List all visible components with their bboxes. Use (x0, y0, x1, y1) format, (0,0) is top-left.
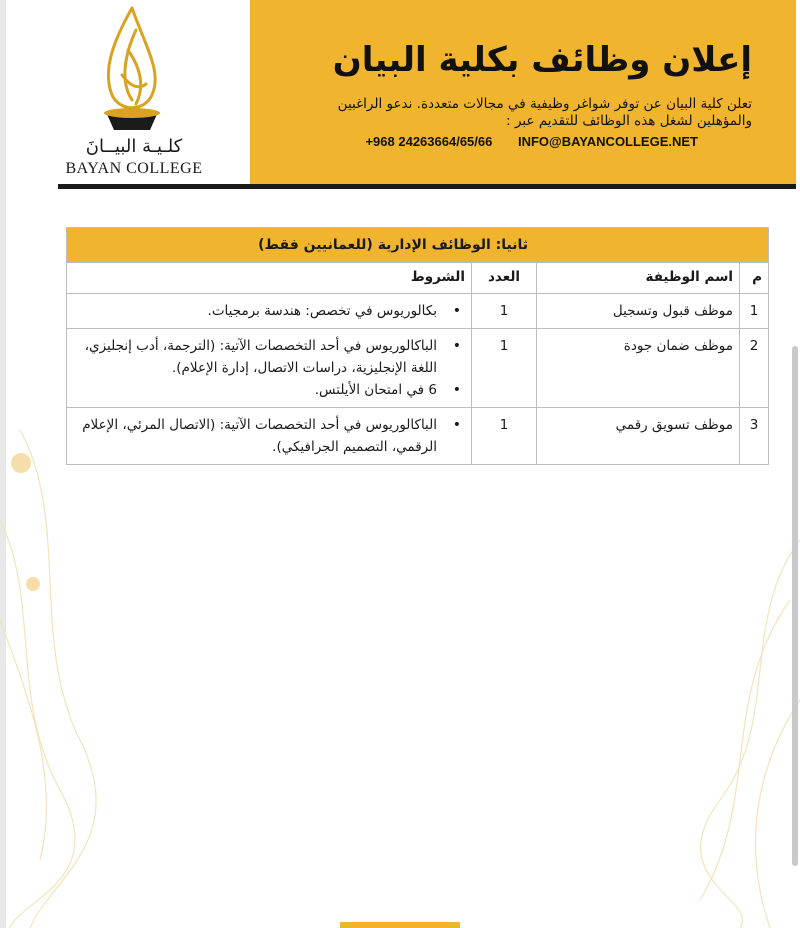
intro-text (292, 96, 752, 130)
section-title: ثانيا: الوظائف الإدارية (للعمانيين فقط) (67, 228, 769, 263)
condition-item: • بكالوريوس في تخصص: هندسة برمجيات. (73, 300, 447, 322)
row-job-title: موظف قبول وتسجيل (537, 294, 740, 329)
condition-item: • الباكالوريوس في أحد التخصصات الآتية: (الترجمة، أدب إنجليزي، اللغة الإنجليزية، دراسات الاتصال، إدارة الإعلام). (73, 335, 447, 379)
flame-logo-icon (92, 0, 172, 140)
condition-item: • الباكالوريوس في أحد التخصصات الآتية: (الاتصال المرئي، الإعلام الرقمي، التصميم الجرافيكي). (73, 414, 447, 458)
row-conditions (67, 294, 472, 329)
table-header-row (67, 263, 769, 294)
row-job-title: موظف ضمان جودة (537, 329, 740, 408)
row-num: 3 (740, 408, 769, 465)
conditions-list (73, 300, 465, 322)
intro-line: والمؤهلين لشغل هذه الوظائف للتقديم عبر : (506, 113, 752, 129)
decor-dot (11, 453, 31, 473)
page-title: إعلان وظائف بكلية البيان (332, 40, 752, 80)
table-row (67, 294, 769, 329)
header-count: العدد (472, 263, 537, 294)
row-num: 1 (740, 294, 769, 329)
section-title-row (67, 228, 769, 263)
phone-number: +968 24263664/65/66 (365, 134, 493, 149)
intro-line: تعلن كلية البيان عن توفر شواغر وظيفية في مجالات متعددة. ندعو الراغبين (337, 96, 752, 112)
contact-info (343, 134, 698, 149)
row-count: 1 (472, 408, 537, 465)
logo-arabic-text: كلـيـة البيــانَ (85, 136, 183, 157)
condition-item: • 6 في امتحان الأيلتس. (73, 379, 447, 401)
table-row (67, 329, 769, 408)
footer-accent-bar (340, 922, 460, 928)
row-conditions (67, 329, 472, 408)
row-conditions (67, 408, 472, 465)
logo-panel (8, 0, 250, 186)
row-count: 1 (472, 329, 537, 408)
row-count: 1 (472, 294, 537, 329)
row-num: 2 (740, 329, 769, 408)
header-divider (58, 184, 796, 189)
header-job-title: اسم الوظيفة (537, 263, 740, 294)
jobs-table (66, 227, 769, 465)
title-banner (250, 0, 796, 186)
header-conditions: الشروط (67, 263, 472, 294)
decor-dot (26, 577, 40, 591)
logo-english-text: BAYAN COLLEGE (65, 160, 203, 177)
table-row (67, 408, 769, 465)
row-job-title: موظف تسويق رقمي (537, 408, 740, 465)
conditions-list (73, 414, 465, 458)
header-num: م (740, 263, 769, 294)
header (8, 0, 796, 186)
conditions-list (73, 335, 465, 401)
email-address[interactable]: INFO@BAYANCOLLEGE.NET (517, 134, 698, 149)
scrollbar[interactable] (792, 346, 798, 866)
